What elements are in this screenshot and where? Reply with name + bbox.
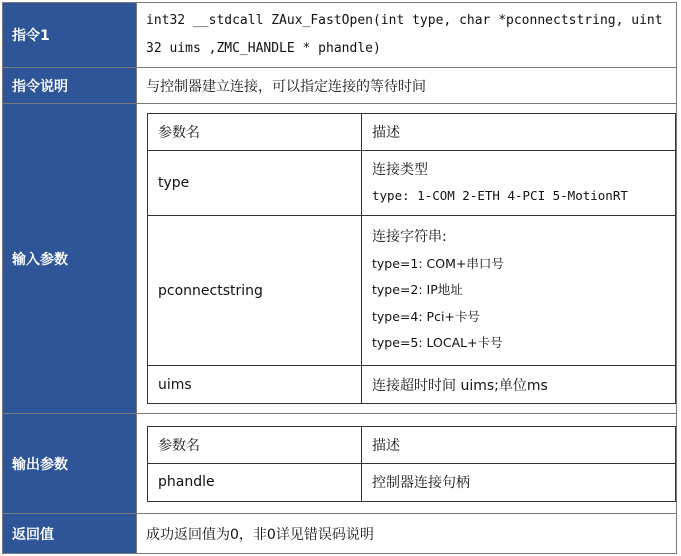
command-row <box>3 3 677 68</box>
output-params-header <box>148 426 676 463</box>
param-desc: 控制器连接句柄 <box>362 463 676 501</box>
return-label: 返回值 <box>3 514 137 554</box>
param-row <box>148 216 676 366</box>
return-text: 成功返回值为0，非0详见错误码说明 <box>137 514 677 554</box>
param-desc <box>362 216 676 366</box>
param-row <box>148 463 676 501</box>
output-params-cell <box>137 414 677 514</box>
input-params-label: 输入参数 <box>3 104 137 414</box>
param-desc-line: 连接字符串: <box>372 229 447 246</box>
command-label: 指令1 <box>3 3 137 68</box>
param-row <box>148 366 676 404</box>
input-params-table <box>147 113 676 404</box>
param-desc <box>362 151 676 216</box>
return-row <box>3 514 677 554</box>
description-label: 指令说明 <box>3 68 137 104</box>
description-row <box>3 68 677 104</box>
input-params-row <box>3 104 677 414</box>
param-desc-line: type=5: LOCAL+卡号 <box>372 335 503 351</box>
param-name: type <box>148 151 362 216</box>
param-desc-line: type=4: Pci+卡号 <box>372 308 480 324</box>
param-desc-line: 连接类型 <box>372 161 428 178</box>
param-name-header: 参数名 <box>148 426 362 463</box>
input-params-header <box>148 114 676 151</box>
param-desc-header: 描述 <box>362 114 676 151</box>
param-row <box>148 151 676 216</box>
param-name-header: 参数名 <box>148 114 362 151</box>
input-params-cell <box>137 104 677 414</box>
param-desc-line: type=2: IP地址 <box>372 282 463 298</box>
output-params-table <box>147 426 676 502</box>
param-name: uims <box>148 366 362 404</box>
param-desc-line: type=1: COM+串口号 <box>372 255 504 271</box>
param-desc-line: type: 1-COM 2-ETH 4-PCI 5-MotionRT <box>372 188 628 203</box>
command-signature: int32 __stdcall ZAux_FastOpen(int type, char *pconnectstring, uint32 uims ,ZMC_HANDLE * phandle) <box>137 3 677 68</box>
param-name: pconnectstring <box>148 216 362 366</box>
output-params-label: 输出参数 <box>3 414 137 514</box>
output-params-row <box>3 414 677 514</box>
description-text: 与控制器建立连接，可以指定连接的等待时间 <box>137 68 677 104</box>
param-name: phandle <box>148 463 362 501</box>
param-desc: 连接超时时间 uims;单位ms <box>362 366 676 404</box>
api-doc-table <box>2 2 677 554</box>
param-desc-header: 描述 <box>362 426 676 463</box>
